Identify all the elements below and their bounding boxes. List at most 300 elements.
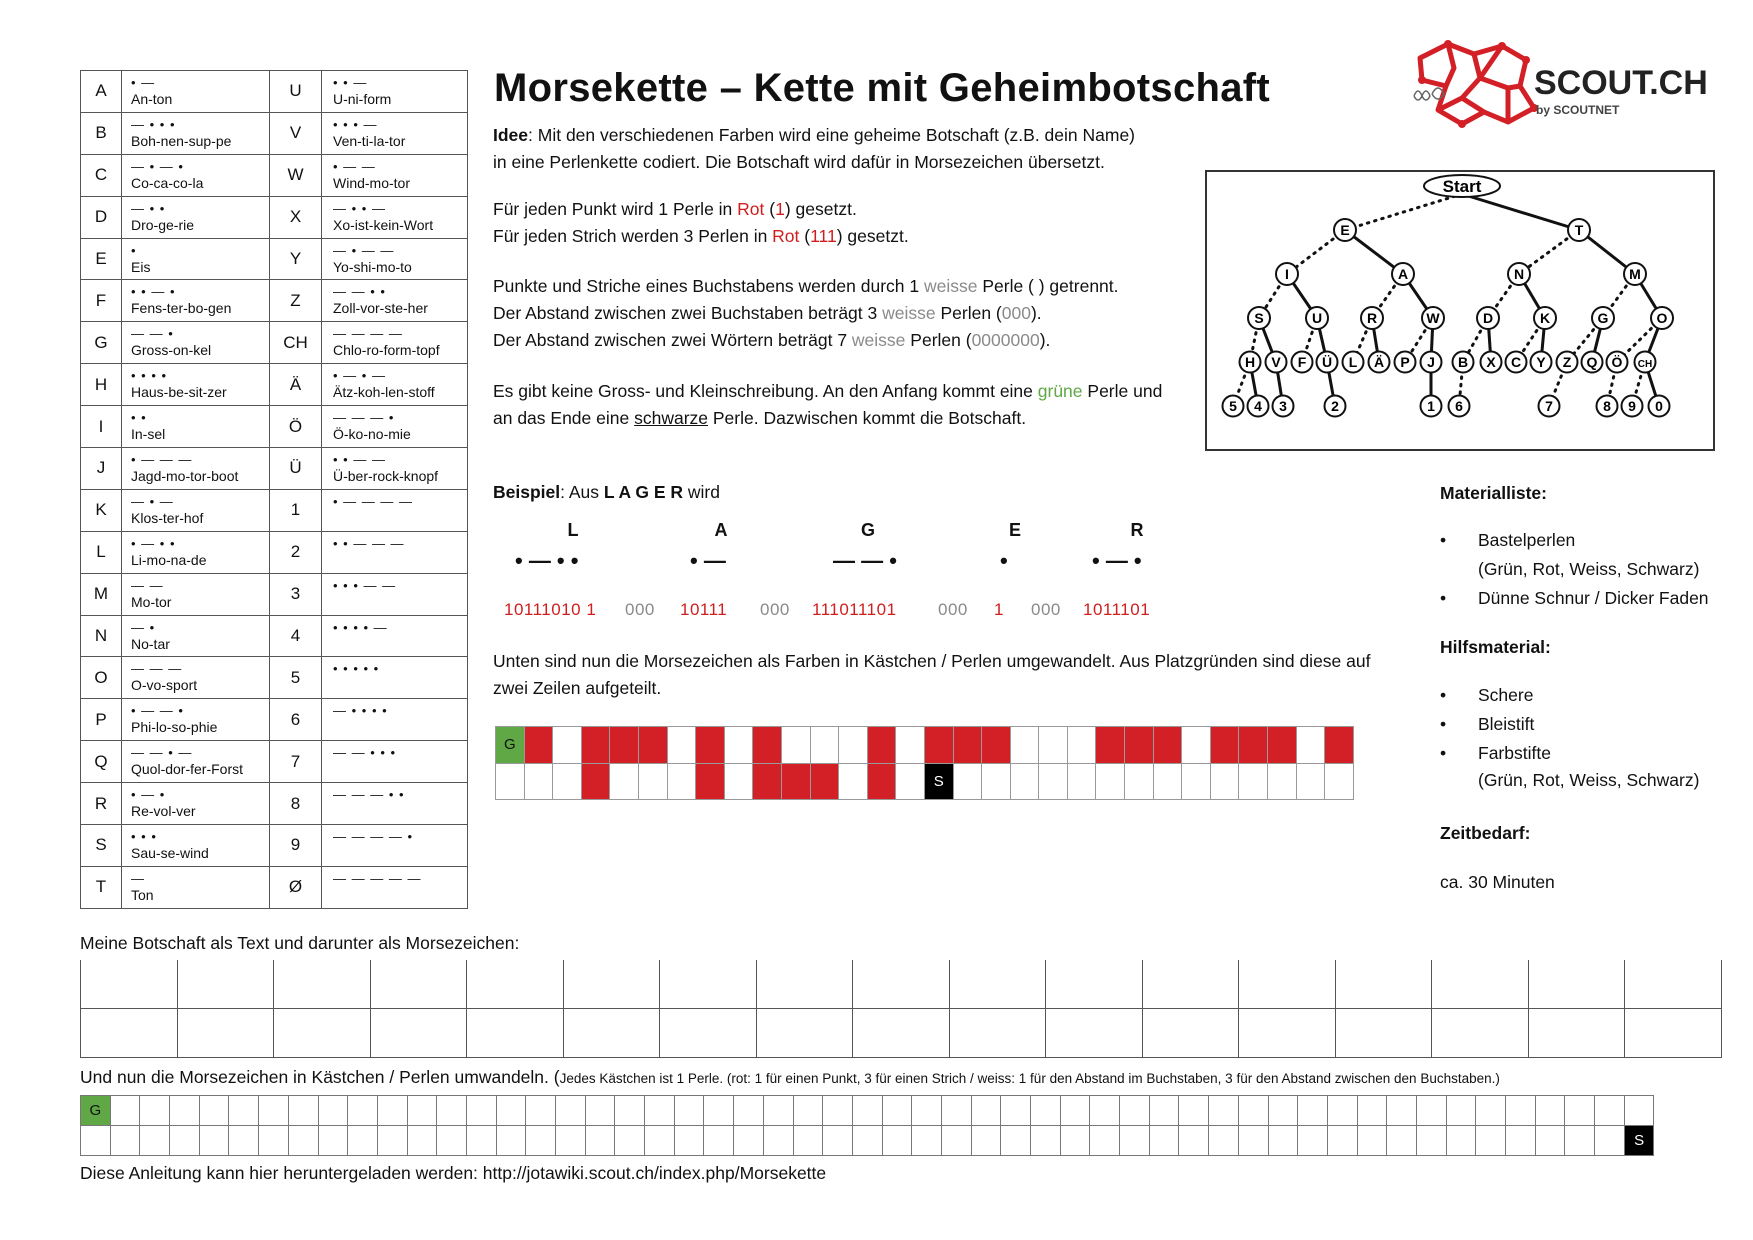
- bead-fill-cell[interactable]: [1357, 1096, 1387, 1126]
- bead-fill-cell[interactable]: [734, 1126, 764, 1156]
- morse-mnemonic: Boh-nen-sup-pe: [131, 132, 232, 149]
- bead-cell: [1210, 727, 1239, 764]
- example-letter-e: E: [1008, 520, 1021, 540]
- morse-code-cell: [122, 489, 270, 531]
- bead-cell: [1239, 727, 1268, 764]
- bead-fill-cell[interactable]: [1120, 1126, 1150, 1156]
- bead-fill-cell[interactable]: [377, 1126, 407, 1156]
- morse-code-cell: [122, 866, 270, 908]
- message-morse-cell[interactable]: [1046, 1009, 1143, 1058]
- message-morse-cell[interactable]: [370, 1009, 467, 1058]
- message-text-cell[interactable]: [1142, 960, 1239, 1009]
- bead-fill-cell[interactable]: [1001, 1126, 1031, 1156]
- bead-fill-cell[interactable]: [1595, 1096, 1625, 1126]
- example-letter-l: L: [567, 520, 579, 540]
- example-binary-segment: 10111: [680, 600, 728, 619]
- morse-letter: Ø: [270, 866, 322, 908]
- bead-fill-cell[interactable]: [1120, 1096, 1150, 1126]
- bead-cell: [924, 727, 953, 764]
- bead-fill-cell[interactable]: [793, 1096, 823, 1126]
- bead-fill-cell[interactable]: [407, 1096, 437, 1126]
- morse-code-cell: [322, 71, 468, 113]
- message-morse-cell[interactable]: [853, 1009, 950, 1058]
- morse-code-cell: [122, 406, 270, 448]
- morse-code-cell: [322, 322, 468, 364]
- tree-node-label: O: [1656, 310, 1668, 326]
- morse-code-cell: [322, 154, 468, 196]
- morse-code-cell: [322, 573, 468, 615]
- morse-letter: Ü: [270, 448, 322, 490]
- morse-letter: K: [81, 489, 122, 531]
- morse-code-cell: [122, 615, 270, 657]
- bead-fill-cell[interactable]: [852, 1096, 882, 1126]
- morse-mnemonic: Co-ca-co-la: [131, 174, 204, 191]
- morse-row: [81, 154, 468, 196]
- bead-fill-cell[interactable]: [1149, 1126, 1179, 1156]
- bead-fill-cell[interactable]: [556, 1126, 586, 1156]
- example-binary-segment: 111011101: [812, 600, 897, 619]
- morse-code: — • — •: [131, 158, 184, 174]
- bead-fill-cell[interactable]: G: [81, 1096, 111, 1126]
- morse-code-cell: [322, 406, 468, 448]
- tree-start-label: Start: [1442, 177, 1482, 196]
- message-morse-cell[interactable]: [1335, 1009, 1432, 1058]
- bead-fill-cell[interactable]: [348, 1096, 378, 1126]
- morse-row: [81, 825, 468, 867]
- morse-code-cell: [122, 825, 270, 867]
- bead-fill-cell[interactable]: [585, 1126, 615, 1156]
- bead-fill-cell[interactable]: [170, 1126, 200, 1156]
- morse-code-cell: [122, 280, 270, 322]
- bead-fill-cell[interactable]: [199, 1126, 229, 1156]
- bead-fill-cell[interactable]: [823, 1096, 853, 1126]
- morse-code: • • — •: [131, 284, 176, 300]
- bead-fill-cell[interactable]: [1209, 1126, 1239, 1156]
- bead-fill-cell[interactable]: [1624, 1096, 1654, 1126]
- morse-code-cell: [322, 783, 468, 825]
- message-morse-cell[interactable]: [1142, 1009, 1239, 1058]
- bead-fill-cell[interactable]: [1090, 1096, 1120, 1126]
- bead-fill-cell[interactable]: [1416, 1096, 1446, 1126]
- morse-row: [81, 238, 468, 280]
- bead-fill-cell[interactable]: [1535, 1126, 1565, 1156]
- bead-fill-cell[interactable]: [1179, 1096, 1209, 1126]
- morse-mnemonic: [333, 594, 467, 611]
- bead-fill-cell[interactable]: [1416, 1126, 1446, 1156]
- message-morse-cell[interactable]: [177, 1009, 274, 1058]
- morse-code-cell: [322, 448, 468, 490]
- bead-fill-cell[interactable]: [1446, 1096, 1476, 1126]
- morse-letter: CH: [270, 322, 322, 364]
- tree-node-label: H: [1244, 354, 1256, 370]
- message-text-cell[interactable]: [1528, 960, 1625, 1009]
- materialliste-heading: Materialliste:: [1440, 483, 1547, 503]
- morse-code-cell: [322, 196, 468, 238]
- morse-mnemonic: U-ni-form: [333, 90, 392, 107]
- bead-fill-cell[interactable]: [377, 1096, 407, 1126]
- morse-code-cell: [322, 741, 468, 783]
- bead-fill-cell[interactable]: [763, 1126, 793, 1156]
- bead-fill-cell[interactable]: [1565, 1096, 1595, 1126]
- bead-fill-cell[interactable]: [941, 1096, 971, 1126]
- message-text-cell[interactable]: [1335, 960, 1432, 1009]
- morse-mnemonic: Li-mo-na-de: [131, 551, 207, 568]
- bead-fill-cell[interactable]: [912, 1096, 942, 1126]
- bead-fill-cell[interactable]: [1268, 1126, 1298, 1156]
- bead-fill-cell[interactable]: [1387, 1126, 1417, 1156]
- bead-fill-cell[interactable]: [704, 1096, 734, 1126]
- message-text-cell[interactable]: [563, 960, 660, 1009]
- bead-fill-cell[interactable]: [1268, 1096, 1298, 1126]
- morse-letter: U: [270, 71, 322, 113]
- bead-fill-cell[interactable]: [1327, 1126, 1357, 1156]
- bead-fill-cell[interactable]: [912, 1126, 942, 1156]
- bead-fill-cell[interactable]: [1179, 1126, 1209, 1156]
- morse-code-cell: [322, 280, 468, 322]
- bead-cell: [610, 763, 639, 800]
- message-grid[interactable]: [80, 960, 1722, 1058]
- bead-fill-cell[interactable]: [1476, 1126, 1506, 1156]
- message-text-cell[interactable]: [370, 960, 467, 1009]
- bead-fill-cell[interactable]: [229, 1126, 259, 1156]
- morse-code: • —: [131, 74, 156, 90]
- morse-code: — — — • •: [333, 787, 405, 803]
- bead-fill-cell[interactable]: [704, 1126, 734, 1156]
- bead-cell: [1182, 763, 1211, 800]
- tree-node-label: L: [1348, 354, 1358, 370]
- tree-edge-dash: [1462, 194, 1579, 230]
- morse-code: — • — —: [333, 242, 395, 258]
- tree-node-label: 2: [1331, 398, 1339, 414]
- message-morse-cell[interactable]: [756, 1009, 853, 1058]
- bead-fill-cell[interactable]: [229, 1096, 259, 1126]
- bead-fill-cell[interactable]: [348, 1126, 378, 1156]
- message-text-cell[interactable]: [1239, 960, 1336, 1009]
- bead-cell: [696, 763, 725, 800]
- morse-letter: O: [81, 657, 122, 699]
- example-binary-segment: 000: [760, 600, 790, 619]
- morse-mnemonic: Ü-ber-rock-knopf: [333, 467, 439, 484]
- morse-code: • • — — —: [333, 535, 405, 551]
- bead-fill-cell[interactable]: [1090, 1126, 1120, 1156]
- bead-cell: [1296, 763, 1325, 800]
- bead-fill-cell[interactable]: [1595, 1126, 1625, 1156]
- bead-fill-cell[interactable]: [407, 1126, 437, 1156]
- bead-fill-cell[interactable]: [734, 1096, 764, 1126]
- bead-fill-cell[interactable]: [1238, 1096, 1268, 1126]
- bead-fill-cell[interactable]: [1031, 1096, 1061, 1126]
- tree-node-label: J: [1427, 354, 1435, 370]
- tree-node-label: F: [1297, 354, 1307, 370]
- bead-cell: [867, 727, 896, 764]
- morse-code: — • —: [131, 493, 174, 509]
- message-morse-cell[interactable]: [949, 1009, 1046, 1058]
- morse-code: — — • —: [131, 745, 193, 761]
- bead-fill-cell[interactable]: S: [1624, 1126, 1654, 1156]
- message-text-cell[interactable]: [1046, 960, 1143, 1009]
- tree-node-label: 8: [1603, 398, 1611, 414]
- example-bead-grid: [495, 726, 1354, 800]
- bead-fill-cell[interactable]: [437, 1096, 467, 1126]
- morse-code: • • • • —: [333, 619, 388, 635]
- message-morse-cell[interactable]: [1239, 1009, 1336, 1058]
- message-morse-cell[interactable]: [1528, 1009, 1625, 1058]
- bead-fill-cell[interactable]: [1298, 1096, 1328, 1126]
- morse-mnemonic: Eis: [131, 258, 151, 275]
- bead-fill-cell[interactable]: [941, 1126, 971, 1156]
- bead-cell: [1067, 727, 1096, 764]
- morse-row: [81, 531, 468, 573]
- bead-fill-cell[interactable]: [1209, 1096, 1239, 1126]
- morse-code-cell: [122, 657, 270, 699]
- message-text-cell[interactable]: [177, 960, 274, 1009]
- tree-edge-dot: [1345, 194, 1462, 230]
- bead-cell: [1325, 763, 1354, 800]
- morse-mnemonic: Gross-on-kel: [131, 342, 212, 359]
- morse-code: — •: [131, 619, 156, 635]
- punkt-strich-paragraph: Für jeden Punkt wird 1 Perle in Rot (1) gesetzt. Für jeden Strich werden 3 Perlen in Rot (111) gesetzt.: [493, 199, 909, 246]
- morse-mnemonic: Ö-ko-no-mie: [333, 426, 411, 443]
- morse-code-cell: [322, 112, 468, 154]
- bead-cell: [1096, 763, 1125, 800]
- morse-row: [81, 280, 468, 322]
- bead-fill-cell[interactable]: [288, 1096, 318, 1126]
- morse-code-cell: [122, 196, 270, 238]
- morse-letter: 4: [270, 615, 322, 657]
- message-morse-cell[interactable]: [660, 1009, 757, 1058]
- bead-fill-cell[interactable]: [259, 1126, 289, 1156]
- bead-cell: [982, 763, 1011, 800]
- morse-code-cell: [322, 238, 468, 280]
- morse-code-cell: [322, 866, 468, 908]
- bead-cell: [953, 727, 982, 764]
- example-letter-g: G: [860, 520, 875, 540]
- bead-fill-grid[interactable]: [80, 1095, 1654, 1156]
- message-morse-cell[interactable]: [1625, 1009, 1722, 1058]
- bead-fill-cell[interactable]: [496, 1126, 526, 1156]
- bead-fill-cell[interactable]: [1298, 1126, 1328, 1156]
- bead-fill-cell[interactable]: [1476, 1096, 1506, 1126]
- morse-code: — — •: [131, 326, 174, 342]
- bead-cell: [810, 727, 839, 764]
- message-text-cell[interactable]: [274, 960, 371, 1009]
- bead-fill-cell[interactable]: [1327, 1096, 1357, 1126]
- morse-mnemonic: Ton: [131, 886, 154, 903]
- bead-cell: [581, 727, 610, 764]
- morse-letter: 2: [270, 531, 322, 573]
- morse-row: [81, 573, 468, 615]
- tree-node-label: I: [1285, 266, 1289, 282]
- morse-code: • • • • •: [333, 661, 380, 677]
- bead-cell: [524, 763, 553, 800]
- bead-fill-cell[interactable]: [1506, 1096, 1536, 1126]
- morse-code: — — — — •: [333, 828, 413, 844]
- zeitbedarf-heading: Zeitbedarf:: [1440, 823, 1531, 843]
- bead-fill-cell[interactable]: [466, 1096, 496, 1126]
- bead-fill-cell[interactable]: [110, 1126, 140, 1156]
- morse-letter: 3: [270, 573, 322, 615]
- morse-code: — — — — —: [333, 870, 422, 886]
- bead-fill-cell[interactable]: [1149, 1096, 1179, 1126]
- bead-fill-cell[interactable]: [81, 1126, 111, 1156]
- bead-fill-cell[interactable]: [882, 1126, 912, 1156]
- page-title: Morsekette – Kette mit Geheimbotschaft: [494, 66, 1271, 110]
- bead-fill-cell[interactable]: [437, 1126, 467, 1156]
- bead-fill-cell[interactable]: [556, 1096, 586, 1126]
- message-morse-cell[interactable]: [1432, 1009, 1529, 1058]
- tree-node-label: B: [1457, 354, 1469, 370]
- bead-fill-cell[interactable]: [674, 1096, 704, 1126]
- bead-fill-cell[interactable]: [1060, 1126, 1090, 1156]
- bead-cell: [896, 727, 925, 764]
- tree-node-label: R: [1366, 310, 1378, 326]
- bead-fill-cell[interactable]: [645, 1096, 675, 1126]
- morse-row: [81, 71, 468, 113]
- morse-code: — — —: [131, 661, 183, 677]
- bead-fill-cell[interactable]: [971, 1096, 1001, 1126]
- morse-row: [81, 406, 468, 448]
- message-text-cell[interactable]: [467, 960, 564, 1009]
- message-text-cell[interactable]: [756, 960, 853, 1009]
- morse-code: — — — —: [333, 326, 403, 342]
- morse-code: • • •: [131, 828, 157, 844]
- message-morse-cell[interactable]: [467, 1009, 564, 1058]
- morse-code-cell: [322, 531, 468, 573]
- morse-row: [81, 489, 468, 531]
- tree-node-label: 7: [1545, 398, 1553, 414]
- example-morse-l: • — • •: [515, 548, 579, 573]
- morse-code: • — • —: [333, 368, 386, 384]
- message-morse-cell[interactable]: [274, 1009, 371, 1058]
- tree-node-label: C: [1510, 354, 1522, 370]
- bead-cell: [781, 727, 810, 764]
- bead-fill-cell[interactable]: [288, 1126, 318, 1156]
- bead-fill-cell[interactable]: [140, 1096, 170, 1126]
- bead-fill-cell[interactable]: [763, 1096, 793, 1126]
- example-explanation: Unten sind nun die Morsezeichen als Farben in Kästchen / Perlen umgewandelt. Aus Platzgründen sind diese auf zwei Zeilen aufgeteilt.: [493, 651, 1371, 698]
- bead-cell: [982, 727, 1011, 764]
- morse-code: — • • —: [333, 200, 386, 216]
- tree-node-label: 1: [1427, 398, 1435, 414]
- tree-node-label: K: [1539, 310, 1551, 326]
- message-morse-cell[interactable]: [81, 1009, 178, 1058]
- botschaft-label: Meine Botschaft als Text und darunter als Morsezeichen:: [80, 933, 520, 953]
- morse-mnemonic: An-ton: [131, 90, 173, 107]
- bead-fill-cell[interactable]: [1060, 1096, 1090, 1126]
- message-text-cell[interactable]: [81, 960, 178, 1009]
- bead-fill-cell[interactable]: [1535, 1096, 1565, 1126]
- bead-cell: [839, 763, 868, 800]
- morse-alphabet-table: [80, 70, 468, 909]
- bead-fill-cell[interactable]: [170, 1096, 200, 1126]
- bead-cell: [753, 727, 782, 764]
- example-binary-segment: 1: [994, 600, 1004, 619]
- bead-fill-cell[interactable]: [615, 1126, 645, 1156]
- bead-fill-cell[interactable]: [882, 1096, 912, 1126]
- morse-code-cell: [322, 825, 468, 867]
- bead-fill-cell[interactable]: [1238, 1126, 1268, 1156]
- morse-mnemonic: [333, 845, 467, 862]
- morse-mnemonic: Quol-dor-fer-Forst: [131, 761, 244, 778]
- bead-fill-cell[interactable]: [110, 1096, 140, 1126]
- bead-fill-cell[interactable]: [615, 1096, 645, 1126]
- bead-fill-cell[interactable]: [971, 1126, 1001, 1156]
- tree-node-label: CH: [1637, 359, 1653, 370]
- bead-fill-cell[interactable]: [1031, 1126, 1061, 1156]
- bead-fill-cell[interactable]: [140, 1126, 170, 1156]
- message-text-cell[interactable]: [660, 960, 757, 1009]
- morse-mnemonic: Klos-ter-hof: [131, 509, 204, 526]
- morse-code: — • • • •: [333, 703, 388, 719]
- bead-fill-cell[interactable]: [199, 1096, 229, 1126]
- morse-code: • • • —: [333, 116, 378, 132]
- bead-fill-cell[interactable]: [1565, 1126, 1595, 1156]
- bead-fill-cell[interactable]: [645, 1126, 675, 1156]
- bead-fill-cell[interactable]: [852, 1126, 882, 1156]
- bead-cell: [1039, 727, 1068, 764]
- tree-node-label: P: [1400, 354, 1410, 370]
- bead-fill-cell[interactable]: [526, 1126, 556, 1156]
- bead-fill-cell[interactable]: [585, 1096, 615, 1126]
- morse-code-cell: [122, 448, 270, 490]
- morse-letter: S: [81, 825, 122, 867]
- morse-code: • — • •: [131, 535, 176, 551]
- bead-fill-cell[interactable]: [526, 1096, 556, 1126]
- bead-fill-cell[interactable]: [674, 1126, 704, 1156]
- idee-paragraph: Idee: Mit den verschiedenen Farben wird eine geheime Botschaft (z.B. dein Name) in eine Perlenkette codiert. Die Botschaft wird dafür in Morsezeichen übersetzt.: [493, 125, 1136, 172]
- morse-code-cell: [122, 71, 270, 113]
- morse-mnemonic: [333, 636, 467, 653]
- message-text-cell[interactable]: [853, 960, 950, 1009]
- morse-mnemonic: Chlo-ro-form-topf: [333, 342, 440, 359]
- bead-fill-cell[interactable]: [1001, 1096, 1031, 1126]
- message-text-cell[interactable]: [949, 960, 1046, 1009]
- bead-cell: [753, 763, 782, 800]
- morse-letter: 1: [270, 489, 322, 531]
- bead-fill-cell[interactable]: [1446, 1126, 1476, 1156]
- bead-fill-cell[interactable]: [318, 1126, 348, 1156]
- bead-fill-cell[interactable]: [1357, 1126, 1387, 1156]
- bead-fill-cell[interactable]: [1387, 1096, 1417, 1126]
- morse-letter: H: [81, 364, 122, 406]
- bead-cell: [610, 727, 639, 764]
- bead-cell: [696, 727, 725, 764]
- morse-row: [81, 112, 468, 154]
- bead-fill-cell[interactable]: [1506, 1126, 1536, 1156]
- bead-fill-cell[interactable]: [793, 1126, 823, 1156]
- tree-node-label: 9: [1628, 398, 1636, 414]
- morse-letter: E: [81, 238, 122, 280]
- morse-mnemonic: Phi-lo-so-phie: [131, 719, 218, 736]
- bead-fill-cell[interactable]: [466, 1126, 496, 1156]
- bead-fill-cell[interactable]: [496, 1096, 526, 1126]
- bead-fill-cell[interactable]: [259, 1096, 289, 1126]
- tree-node-label: Q: [1586, 354, 1598, 370]
- tree-node-label: U: [1311, 310, 1323, 326]
- message-morse-cell[interactable]: [563, 1009, 660, 1058]
- message-text-cell[interactable]: [1625, 960, 1722, 1009]
- morse-mnemonic: Jagd-mo-tor-boot: [131, 467, 239, 484]
- bead-cell: [1239, 763, 1268, 800]
- morse-mnemonic: Wind-mo-tor: [333, 174, 411, 191]
- message-text-cell[interactable]: [1432, 960, 1529, 1009]
- bead-cell: [638, 763, 667, 800]
- bead-fill-cell[interactable]: [318, 1096, 348, 1126]
- morse-letter: I: [81, 406, 122, 448]
- morse-letter: T: [81, 866, 122, 908]
- bead-fill-cell[interactable]: [823, 1126, 853, 1156]
- morse-code-cell: [122, 112, 270, 154]
